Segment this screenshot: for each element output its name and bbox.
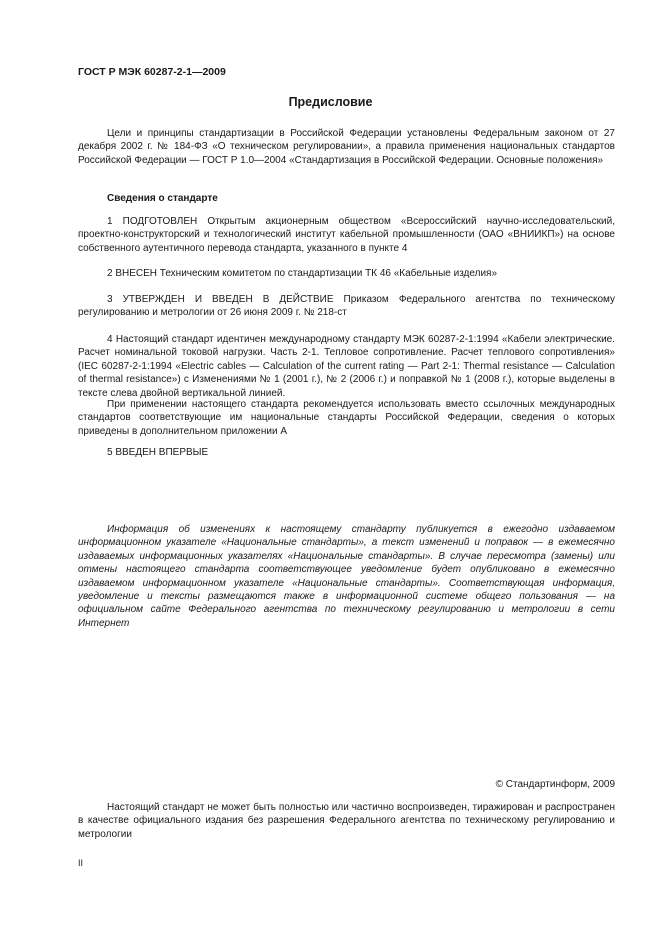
copyright: © Стандартинформ, 2009	[495, 779, 615, 790]
reproduction-notice: Настоящий стандарт не может быть полностью или частично воспроизведен, тиражирован и распространен в качестве официального издания без разрешения Федерального агентства по техническому регулированию и метрологии	[78, 802, 615, 840]
section-title: Предисловие	[288, 95, 373, 109]
item-4-note: При применении настоящего стандарта рекомендуется использовать вместо ссылочных международных стандартов соответствующие им национальные стандарты Российской Федерации, сведения о которых приведены в дополнительном приложении А	[78, 399, 615, 437]
info-heading: Сведения о стандарте	[107, 193, 218, 204]
changes-notice: Информация об изменениях к настоящему стандарту публикуется в ежегодно издаваемом информационном указателе «Национальные стандарты», а текст изменений и поправок — в ежемесячно издаваемых информационных указателях «Национальные стандарты». В случае пересмотра (замены) или отмены настоящего стандарта соответствующее уведомление будет опубликовано в ежемесячно издаваемом информационном указателе «Национальные стандарты». Соответствующая информация, уведомление и тексты размещаются также в информационной системе общего пользования — на официальном сайте Федерального агентства по техническому регулированию и метрологии в сети Интернет	[78, 524, 615, 629]
item-4-identical-standard: 4 Настоящий стандарт идентичен международному стандарту МЭК 60287-2-1:1994 «Кабели электрические. Расчет номинальной токовой нагрузки. Часть 2-1. Тепловое сопротивление. Расчет теплового сопротивления» (IEC 60287-2-1:1994 «Electric cables — Calculation of the current rating — Part 2-1: Thermal resistance — Calculation of thermal resistance») с Изменениями № 1 (2001 г.), № 2 (2006 г.) и поправкой № 1 (2008 г.), которые выделены в тексте слева двойной вертикальной линией.	[78, 334, 615, 399]
item-1-prepared-by: 1 ПОДГОТОВЛЕН Открытым акционерным обществом «Всероссийский научно-исследовательский, проектно-конструкторский и технологический институт кабельной промышленности (ОАО «ВНИИКП») на основе собственного аутентичного перевода стандарта, указанного в пункте 4	[78, 216, 615, 254]
page-number: II	[78, 858, 84, 868]
item-2-submitted-by: 2 ВНЕСЕН Техническим комитетом по стандартизации ТК 46 «Кабельные изделия»	[107, 268, 498, 279]
item-3-approved: 3 УТВЕРЖДЕН И ВВЕДЕН В ДЕЙСТВИЕ Приказом Федерального агентства по техническому регулированию и метрологии от 26 июня 2009 г. № 218-ст	[78, 294, 615, 319]
item-5-introduced: 5 ВВЕДЕН ВПЕРВЫЕ	[107, 447, 209, 458]
intro-paragraph: Цели и принципы стандартизации в Российской Федерации установлены Федеральным законом от 27 декабря 2002 г. № 184-ФЗ «О техническом регулировании», а правила применения национальных стандартов Российской Федерации — ГОСТ Р 1.0—2004 «Стандартизация в Российской Федерации. Основные положения»	[78, 128, 615, 166]
standard-code-header: ГОСТ Р МЭК 60287-2-1—2009	[78, 66, 226, 78]
